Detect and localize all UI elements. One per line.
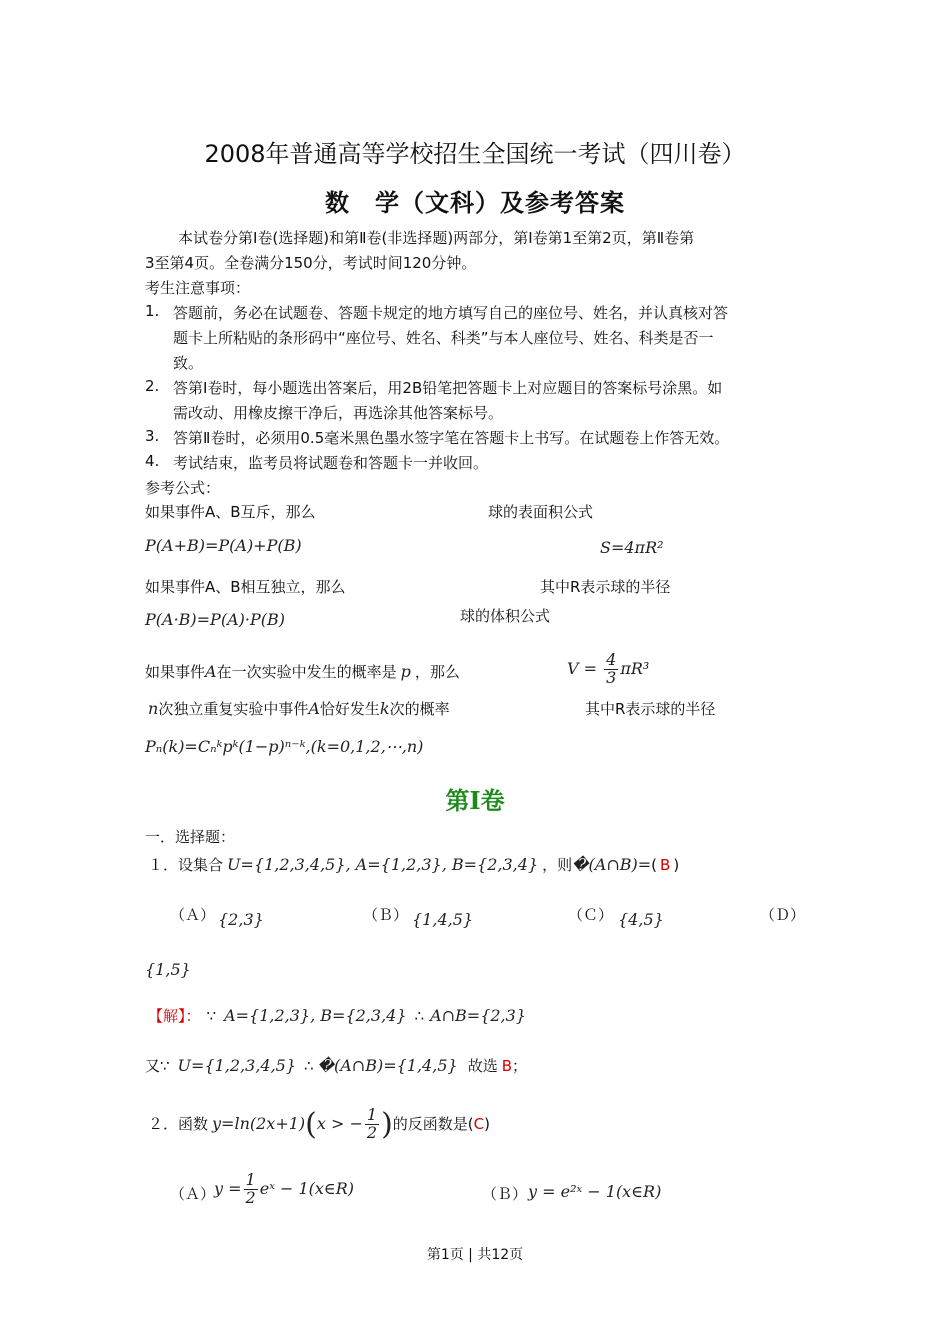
domain-condition: x > − [316,1114,363,1133]
solution-line-2 [145,1055,527,1076]
notice-number: 4. [145,452,160,470]
sphere-volume-formula [567,652,649,687]
question-number: １．设集合 [148,856,224,874]
volume-rhs: πR³ [620,658,650,678]
answer-paren: ( [651,856,658,874]
solution-expression: U={1,2,3,4,5} [177,1056,297,1075]
mutex-label: 如果事件A、B互斥，那么 [145,503,316,521]
because-symbol: ∵ [206,1007,217,1025]
solution-line-1 [148,1005,526,1026]
question-expression: �(A∩B)= [572,855,652,874]
formula-heading: 参考公式： [145,479,221,497]
section-title: 一．选择题： [145,828,236,846]
notice-line: 题卡上所粘贴的条形码中“座位号、姓名、科类”与本人座位号、姓名、科类是否一 [173,329,714,347]
notice-line: 答第Ⅰ卷时，每小题选出答案后，用2B铅笔把答题卡上对应题目的答案标号涂黑。如 [173,379,723,397]
paren-close: ) [381,1107,393,1142]
independent-label: 如果事件A、B相互独立，那么 [145,578,346,596]
sphere-area-label: 球的表面积公式 [488,503,594,521]
notice-line: 答题前，务必在试题卷、答题卡规定的地方填写自己的座位号、姓名，并认真核对答 [173,304,729,322]
probability-label-text: ，那么 [414,663,460,681]
function-expression: y=ln(2x+1) [212,1114,306,1133]
conclusion-text: 故选 [467,1057,498,1075]
bernoulli-label [148,698,450,719]
option-label: （Ａ） [170,1185,216,1203]
notice-line: 考试结束，监考员将试题卷和答题卡一并收回。 [173,454,489,472]
radius-note: 其中R表示球的半径 [585,700,716,718]
fraction-numerator: 1 [366,1105,378,1125]
option-value: {1,4,5} [412,910,474,929]
condition-fraction [365,1107,379,1142]
fraction-numerator: 1 [245,1170,256,1189]
question-set-definition: U={1,2,3,4,5}, A={1,2,3}, B={2,3,4} [227,855,539,874]
notice-number: 3. [145,427,160,445]
answer-letter: C [473,1115,485,1133]
answer-paren: ) [673,856,680,874]
option-label: （Ａ） [170,906,216,924]
option-label: （Ｄ） [760,906,806,924]
option-fraction [244,1172,258,1207]
notice-line: 需改动、用橡皮擦干净后，再选涂其他答案标号。 [173,404,504,422]
notice-heading: 考生注意事项： [145,279,251,297]
question-text: ，则 [542,856,573,874]
solution-expression: �(A∩B)={1,4,5} [317,1056,458,1075]
probability-variable: p [400,662,411,681]
solution-tag: 【解】 [148,1007,186,1025]
option-label: （Ｃ） [568,906,614,924]
page-footer: 第1页 | 共12页 [426,1247,524,1263]
answer-paren: ) [484,1115,490,1133]
volume-fraction [604,652,618,687]
therefore-symbol: ∴ [414,1007,425,1025]
because-symbol: 又∵ [145,1057,170,1075]
intro-line-2: 3至第4页。全卷满分150分，考试时间120分钟。 [145,254,477,272]
trials-variable: n [148,699,159,718]
volume-lhs: V = [567,658,598,678]
solution-colon: ： [185,1007,201,1025]
mutex-formula: P(A+B)=P(A)+P(B) [145,536,302,555]
notice-number: 1. [145,302,160,320]
option-value: {4,5} [618,910,664,929]
fraction-denominator: 2 [366,1123,378,1142]
bernoulli-formula: Pₙ(k)=Cₙᵏpᵏ(1−p)ⁿ⁻ᵏ,(k=0,1,2,⋯,n) [145,737,424,756]
fraction-denominator: 3 [606,667,617,687]
paren-open: ( [305,1107,317,1142]
question-number: ２．函数 [148,1115,209,1133]
option-value: {2,3} [218,910,264,929]
count-variable: k [379,699,390,718]
bernoulli-label-text: 恰好发生 [319,700,380,718]
event-variable: A [308,699,320,718]
probability-label-text: 在一次实验中发生的概率是 [216,663,397,681]
therefore-symbol: ∴ [304,1057,314,1075]
question-2-stem [148,1107,490,1142]
volume-title: 第Ⅰ卷 [445,786,505,815]
bernoulli-label-text: 次独立重复实验中事件 [158,700,309,718]
answer-letter: B [660,856,671,874]
intro-line-1: 本试卷分第Ⅰ卷(选择题)和第Ⅱ卷(非选择题)两部分，第Ⅰ卷第1至第2页，第Ⅱ卷第 [178,229,695,247]
option-value [214,1172,354,1207]
notice-line: 答第Ⅱ卷时，必须用0.5毫米黑色墨水签字笔在答题卡上书写。在试题卷上作答无效。 [173,429,730,447]
option-value: y = e²ˣ − 1(x∈R) [528,1182,662,1201]
question-text: 的反函数是( [392,1115,474,1133]
question-1-stem [148,854,679,875]
option-label: （Ｂ） [482,1185,528,1203]
radius-note: 其中R表示球的半径 [540,578,671,596]
notice-line: 致。 [173,354,204,372]
probability-label-text: 如果事件 [145,663,206,681]
answer-letter: B [501,1057,512,1075]
bernoulli-label-text: 次的概率 [389,700,450,718]
document-subtitle: 数 学（文科）及参考答案 [325,189,625,217]
document-title: 2008年普通高等学校招生全国统一考试（四川卷） [204,140,746,168]
sphere-volume-label: 球的体积公式 [460,607,551,625]
solution-expression: A={1,2,3}, B={2,3,4} [224,1006,407,1025]
option-label: （Ｂ） [363,906,409,924]
fraction-numerator: 4 [606,650,617,669]
probability-label [145,661,460,682]
sphere-area-formula: S=4πR² [600,538,664,557]
event-variable: A [205,662,217,681]
notice-number: 2. [145,377,160,395]
solution-expression: A∩B={2,3} [430,1006,526,1025]
fraction-denominator: 2 [245,1187,256,1207]
conclusion-end: ； [512,1057,528,1075]
option-value: {1,5} [145,960,191,979]
independent-formula: P(A·B)=P(A)·P(B) [145,610,285,629]
option-rhs: eˣ − 1(x∈R) [259,1178,355,1198]
option-lhs: y = [214,1178,242,1198]
